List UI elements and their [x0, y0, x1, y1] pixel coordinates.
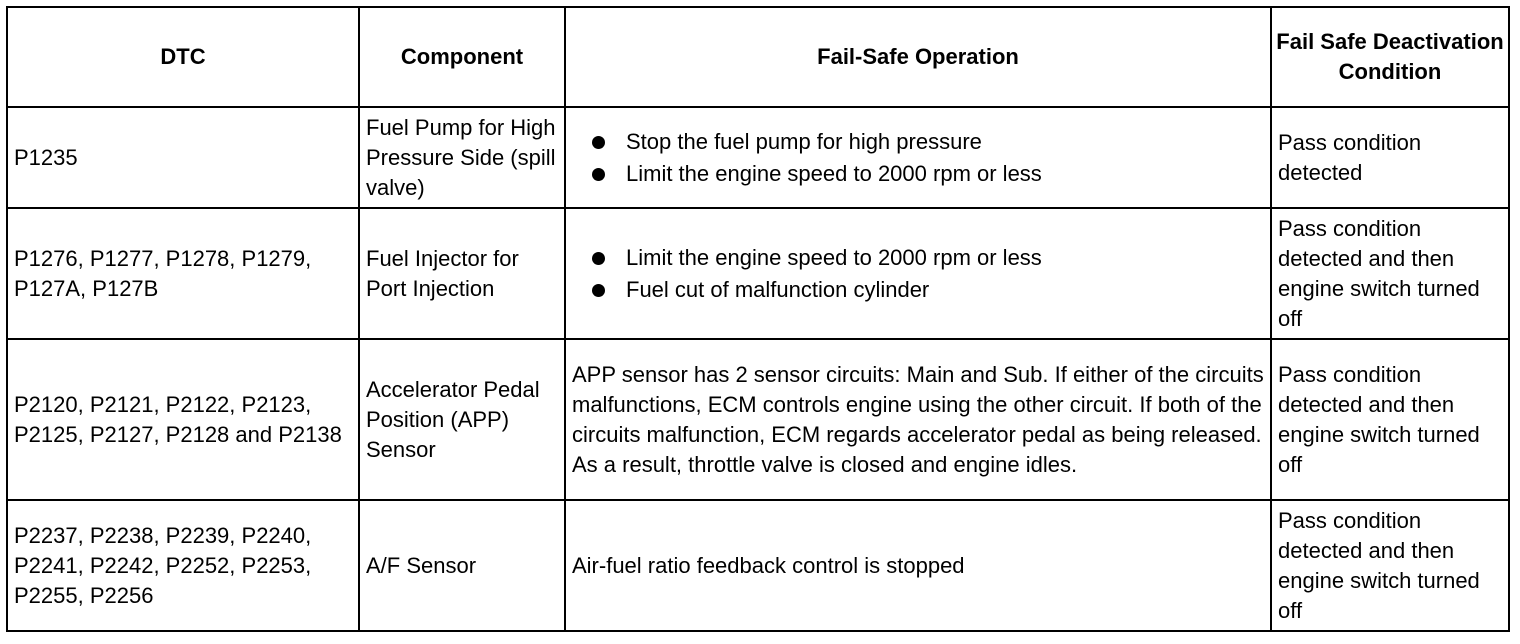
bullet-text: Limit the engine speed to 2000 rpm or less: [626, 160, 1042, 186]
header-fail-safe-operation: Fail-Safe Operation: [565, 7, 1271, 107]
cell-component: Accelerator Pedal Position (APP) Sensor: [359, 339, 565, 500]
cell-operation: APP sensor has 2 sensor circuits: Main and Sub. If either of the circuits malfunctions, ECM controls engine using the other circuit. If both of the circuits malfunction, ECM regards accelerator pedal as being released. As a result, throttle valve is closed and engine idles.: [565, 339, 1271, 500]
cell-operation: Air-fuel ratio feedback control is stopped: [565, 500, 1271, 631]
header-component: Component: [359, 7, 565, 107]
header-row: [7, 7, 1509, 107]
operation-bullet-list: [572, 242, 1264, 306]
fail-safe-table: [6, 6, 1510, 632]
cell-dtc: P2237, P2238, P2239, P2240, P2241, P2242, P2252, P2253, P2255, P2256: [7, 500, 359, 631]
bullet-text: Limit the engine speed to 2000 rpm or less: [626, 244, 1042, 270]
cell-deactivation: Pass condition detected and then engine switch turned off: [1271, 500, 1509, 631]
fail-safe-table-container: [6, 6, 1510, 632]
cell-operation: [565, 107, 1271, 208]
bullet-text: Stop the fuel pump for high pressure: [626, 128, 982, 154]
list-item: [588, 242, 1264, 274]
cell-component: A/F Sensor: [359, 500, 565, 631]
table-row: [7, 339, 1509, 500]
cell-dtc: P1276, P1277, P1278, P1279, P127A, P127B: [7, 208, 359, 339]
table-row: [7, 208, 1509, 339]
header-dtc: DTC: [7, 7, 359, 107]
cell-deactivation: Pass condition detected: [1271, 107, 1509, 208]
bullet-text: Fuel cut of malfunction cylinder: [626, 276, 930, 302]
cell-deactivation: Pass condition detected and then engine switch turned off: [1271, 339, 1509, 500]
cell-dtc: P1235: [7, 107, 359, 208]
table-row: [7, 107, 1509, 208]
operation-bullet-list: [572, 126, 1264, 190]
cell-dtc: P2120, P2121, P2122, P2123, P2125, P2127, P2128 and P2138: [7, 339, 359, 500]
cell-operation: [565, 208, 1271, 339]
cell-component: Fuel Pump for High Pressure Side (spill valve): [359, 107, 565, 208]
list-item: [588, 126, 1264, 158]
bullet-icon: [592, 136, 605, 149]
cell-component: Fuel Injector for Port Injection: [359, 208, 565, 339]
cell-deactivation: Pass condition detected and then engine switch turned off: [1271, 208, 1509, 339]
table-row: [7, 500, 1509, 631]
bullet-icon: [592, 284, 605, 297]
list-item: [588, 158, 1264, 190]
header-deactivation-condition: Fail Safe Deactivation Condition: [1271, 7, 1509, 107]
bullet-icon: [592, 168, 605, 181]
list-item: [588, 274, 1264, 306]
bullet-icon: [592, 252, 605, 265]
